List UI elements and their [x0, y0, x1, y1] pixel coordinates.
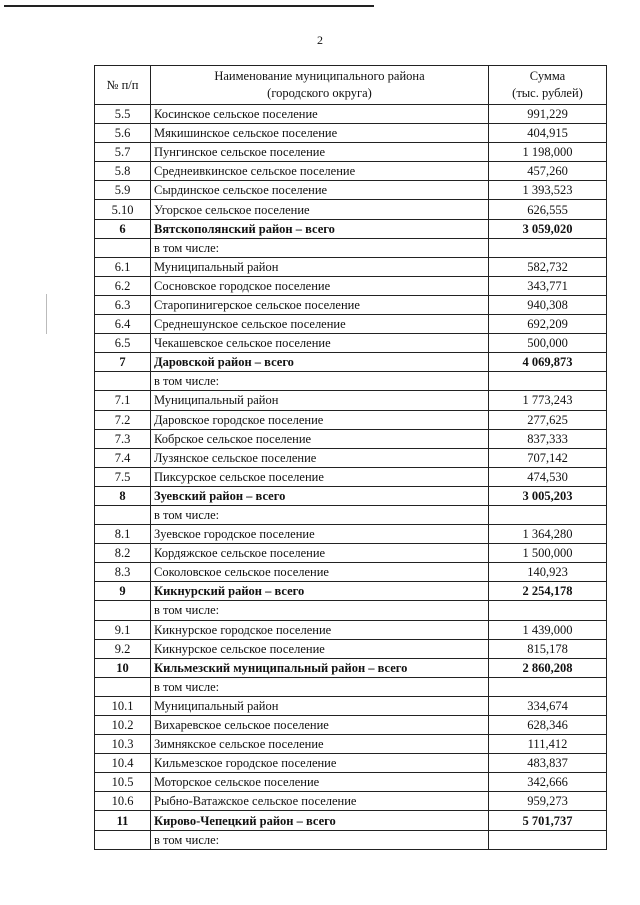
row-number: 6.2	[95, 276, 151, 295]
row-name: Сырдинское сельское поселение	[151, 181, 489, 200]
table-row	[95, 334, 607, 353]
row-sum	[489, 505, 607, 524]
row-name: Кирово-Чепецкий район – всего	[151, 811, 489, 830]
table-row	[95, 716, 607, 735]
table-row	[95, 792, 607, 811]
table-row	[95, 295, 607, 314]
row-sum: 1 364,280	[489, 525, 607, 544]
row-number: 7.4	[95, 448, 151, 467]
row-name: Вятскополянский район – всего	[151, 219, 489, 238]
row-number: 6.4	[95, 315, 151, 334]
row-sum: 277,625	[489, 410, 607, 429]
row-number: 5.8	[95, 162, 151, 181]
row-sum: 991,229	[489, 105, 607, 124]
table-row	[95, 754, 607, 773]
table-body	[95, 105, 607, 850]
header-sum-line1: Сумма	[529, 69, 566, 83]
table-row	[95, 429, 607, 448]
row-name: Соколовское сельское поселение	[151, 563, 489, 582]
table-row	[95, 677, 607, 696]
row-name: Кильмезское городское поселение	[151, 754, 489, 773]
row-number: 8.2	[95, 544, 151, 563]
row-sum: 940,308	[489, 295, 607, 314]
row-sum: 342,666	[489, 773, 607, 792]
row-number: 6.5	[95, 334, 151, 353]
table-row	[95, 391, 607, 410]
table-row	[95, 696, 607, 715]
table-row	[95, 162, 607, 181]
row-name: в том числе:	[151, 830, 489, 849]
budget-table	[94, 65, 607, 850]
header-sum-line2: (тыс. рублей)	[512, 86, 583, 100]
table-row	[95, 525, 607, 544]
row-sum: 815,178	[489, 639, 607, 658]
row-name: Мякишинское сельское поселение	[151, 124, 489, 143]
row-name: Кордяжское сельское поселение	[151, 544, 489, 563]
row-sum: 500,000	[489, 334, 607, 353]
row-number: 10	[95, 658, 151, 677]
row-number: 5.5	[95, 105, 151, 124]
row-number: 5.7	[95, 143, 151, 162]
row-sum: 1 500,000	[489, 544, 607, 563]
row-number: 5.9	[95, 181, 151, 200]
table-row-district-total	[95, 486, 607, 505]
row-sum: 5 701,737	[489, 811, 607, 830]
row-sum: 404,915	[489, 124, 607, 143]
row-number	[95, 601, 151, 620]
table-row-district-total	[95, 658, 607, 677]
row-number: 8.3	[95, 563, 151, 582]
row-number: 7.3	[95, 429, 151, 448]
row-number: 9.2	[95, 639, 151, 658]
table-row-district-total	[95, 582, 607, 601]
row-sum: 707,142	[489, 448, 607, 467]
row-sum: 111,412	[489, 735, 607, 754]
row-sum: 959,273	[489, 792, 607, 811]
table-row	[95, 372, 607, 391]
row-number	[95, 677, 151, 696]
table-row	[95, 601, 607, 620]
row-number: 9	[95, 582, 151, 601]
row-number	[95, 238, 151, 257]
row-number: 10.5	[95, 773, 151, 792]
row-name: в том числе:	[151, 372, 489, 391]
row-number: 7.5	[95, 467, 151, 486]
row-sum: 483,837	[489, 754, 607, 773]
row-name: Угорское сельское поселение	[151, 200, 489, 219]
row-number: 10.1	[95, 696, 151, 715]
table-row	[95, 200, 607, 219]
row-sum: 1 439,000	[489, 620, 607, 639]
row-sum: 628,346	[489, 716, 607, 735]
header-name	[151, 66, 489, 105]
table-row	[95, 563, 607, 582]
row-number: 10.2	[95, 716, 151, 735]
row-name: Кикнурский район – всего	[151, 582, 489, 601]
row-sum: 3 059,020	[489, 219, 607, 238]
row-name: Муниципальный район	[151, 391, 489, 410]
row-name: Даровской район – всего	[151, 353, 489, 372]
table-row	[95, 773, 607, 792]
row-sum: 343,771	[489, 276, 607, 295]
row-sum: 140,923	[489, 563, 607, 582]
row-name: Кикнурское городское поселение	[151, 620, 489, 639]
row-name: Рыбно-Ватажское сельское поселение	[151, 792, 489, 811]
row-name: Среднеивкинское сельское поселение	[151, 162, 489, 181]
row-sum	[489, 372, 607, 391]
table-row	[95, 639, 607, 658]
row-name: в том числе:	[151, 601, 489, 620]
row-sum: 457,260	[489, 162, 607, 181]
row-sum: 1 393,523	[489, 181, 607, 200]
table-row	[95, 257, 607, 276]
row-sum: 2 254,178	[489, 582, 607, 601]
row-sum: 582,732	[489, 257, 607, 276]
top-rule	[4, 5, 374, 7]
header-row	[95, 66, 607, 105]
row-sum: 4 069,873	[489, 353, 607, 372]
row-number: 6.1	[95, 257, 151, 276]
page-number: 2	[317, 33, 323, 47]
row-name: в том числе:	[151, 677, 489, 696]
row-name: Среднешунское сельское поселение	[151, 315, 489, 334]
table-row	[95, 143, 607, 162]
row-number: 10.4	[95, 754, 151, 773]
row-name: Старопинигерское сельское поселение	[151, 295, 489, 314]
row-number: 10.6	[95, 792, 151, 811]
header-name-line1: Наименование муниципального района	[214, 69, 425, 83]
row-number: 8	[95, 486, 151, 505]
row-name: Кильмезский муниципальный район – всего	[151, 658, 489, 677]
table-row	[95, 830, 607, 849]
table-row	[95, 620, 607, 639]
row-name: Зимнякское сельское поселение	[151, 735, 489, 754]
table-row	[95, 467, 607, 486]
table-row	[95, 105, 607, 124]
row-number	[95, 372, 151, 391]
row-name: Зуевский район – всего	[151, 486, 489, 505]
table-row	[95, 276, 607, 295]
row-name: Пиксурское сельское поселение	[151, 467, 489, 486]
table-row-district-total	[95, 353, 607, 372]
row-name: Лузянское сельское поселение	[151, 448, 489, 467]
row-number	[95, 830, 151, 849]
row-number: 6	[95, 219, 151, 238]
header-number-label: № п/п	[106, 77, 139, 92]
row-sum: 1 198,000	[489, 143, 607, 162]
row-name: Даровское городское поселение	[151, 410, 489, 429]
row-number: 7	[95, 353, 151, 372]
row-sum: 692,209	[489, 315, 607, 334]
row-name: Зуевское городское поселение	[151, 525, 489, 544]
row-number: 7.1	[95, 391, 151, 410]
row-sum	[489, 677, 607, 696]
row-name: Пунгинское сельское поселение	[151, 143, 489, 162]
table-row	[95, 124, 607, 143]
row-name: Муниципальный район	[151, 696, 489, 715]
row-name: Чекашевское сельское поселение	[151, 334, 489, 353]
row-name: Муниципальный район	[151, 257, 489, 276]
table-row-district-total	[95, 219, 607, 238]
header-name-line2: (городского округа)	[267, 86, 372, 100]
row-name: Кикнурское сельское поселение	[151, 639, 489, 658]
row-number: 6.3	[95, 295, 151, 314]
table-row	[95, 410, 607, 429]
table-row	[95, 505, 607, 524]
row-sum	[489, 601, 607, 620]
row-name: Косинское сельское поселение	[151, 105, 489, 124]
row-sum: 2 860,208	[489, 658, 607, 677]
row-name: Сосновское городское поселение	[151, 276, 489, 295]
table-header	[95, 66, 607, 105]
row-sum	[489, 238, 607, 257]
row-number: 9.1	[95, 620, 151, 639]
row-sum: 1 773,243	[489, 391, 607, 410]
row-sum: 626,555	[489, 200, 607, 219]
row-number	[95, 505, 151, 524]
row-name: Кобрское сельское поселение	[151, 429, 489, 448]
row-sum: 334,674	[489, 696, 607, 715]
row-sum	[489, 830, 607, 849]
row-number: 5.6	[95, 124, 151, 143]
table-row	[95, 315, 607, 334]
row-sum: 3 005,203	[489, 486, 607, 505]
scan-edge-mark	[46, 294, 47, 334]
table-row	[95, 735, 607, 754]
row-name: Моторское сельское поселение	[151, 773, 489, 792]
row-number: 11	[95, 811, 151, 830]
row-sum: 837,333	[489, 429, 607, 448]
header-number	[95, 66, 151, 105]
table-row	[95, 448, 607, 467]
table-row	[95, 544, 607, 563]
row-number: 5.10	[95, 200, 151, 219]
header-sum	[489, 66, 607, 105]
row-number: 10.3	[95, 735, 151, 754]
table-row	[95, 238, 607, 257]
row-name: в том числе:	[151, 238, 489, 257]
row-number: 7.2	[95, 410, 151, 429]
row-number: 8.1	[95, 525, 151, 544]
row-name: в том числе:	[151, 505, 489, 524]
table-row	[95, 181, 607, 200]
row-sum: 474,530	[489, 467, 607, 486]
table-row-district-total	[95, 811, 607, 830]
row-name: Вихаревское сельское поселение	[151, 716, 489, 735]
